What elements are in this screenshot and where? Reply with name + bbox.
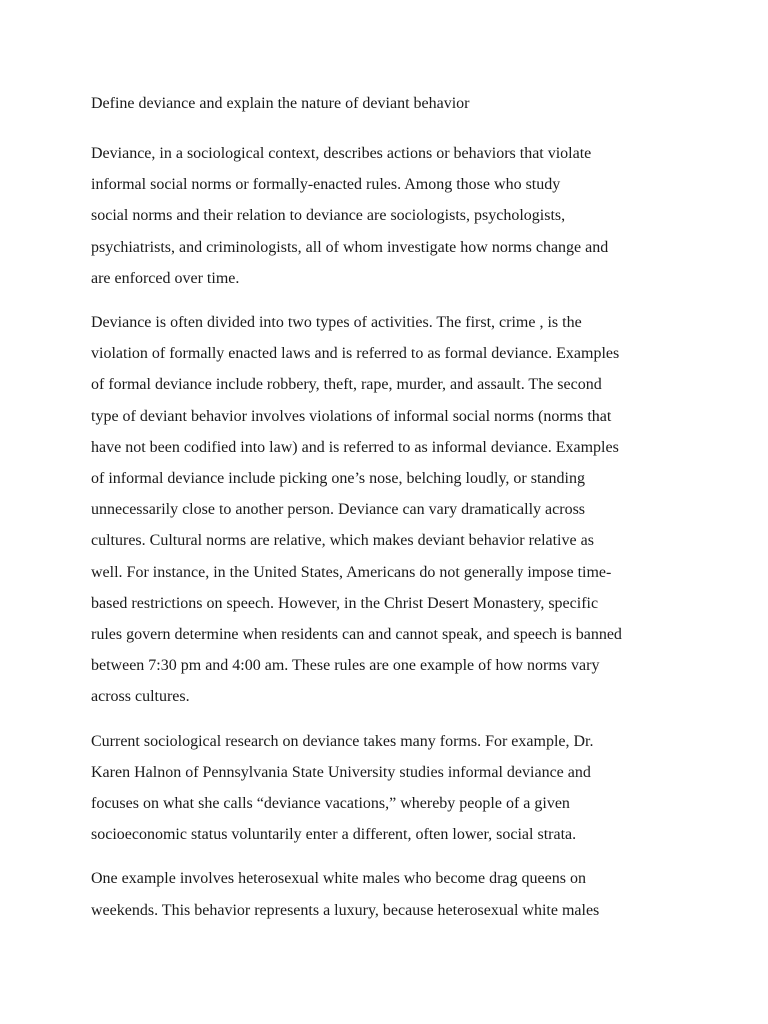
text-line: focuses on what she calls “deviance vacations,” whereby people of a given	[91, 795, 570, 813]
text-line: cultures. Cultural norms are relative, which makes deviant behavior relative as	[91, 532, 594, 550]
paragraph-example	[91, 863, 681, 925]
text-line: weekends. This behavior represents a luxury, because heterosexual white males	[91, 901, 600, 919]
text-line: psychiatrists, and criminologists, all of whom investigate how norms change and	[91, 238, 609, 256]
text-line: violation of formally enacted laws and is referred to as formal deviance. Examples	[91, 345, 620, 363]
text-line: rules govern determine when residents can and cannot speak, and speech is banned	[91, 626, 622, 644]
text-line: across cultures.	[91, 688, 190, 706]
paragraph-deviance-types	[91, 307, 681, 713]
text-line: Current sociological research on deviance takes many forms. For example, Dr.	[91, 732, 594, 750]
text-line: between 7:30 pm and 4:00 am. These rules are one example of how norms vary	[91, 657, 600, 675]
text-line: socioeconomic status voluntarily enter a different, often lower, social strata.	[91, 826, 577, 844]
text-line: unnecessarily close to another person. Deviance can vary dramatically across	[91, 501, 586, 519]
text-line: informal social norms or formally-enacted rules. Among those who study	[91, 176, 561, 194]
text-line: type of deviant behavior involves violations of informal social norms (norms that	[91, 407, 612, 425]
text-line: well. For instance, in the United States, Americans do not generally impose time-	[91, 563, 612, 581]
document-body	[91, 93, 681, 939]
text-line: based restrictions on speech. However, in the Christ Desert Monastery, specific	[91, 594, 599, 612]
document-heading: Define deviance and explain the nature of deviant behavior	[91, 95, 470, 112]
text-line: of informal deviance include picking one’s nose, belching loudly, or standing	[91, 470, 585, 488]
text-line: Deviance is often divided into two types of activities. The first, crime , is the	[91, 314, 582, 332]
text-line: Karen Halnon of Pennsylvania State University studies informal deviance and	[91, 763, 591, 781]
text-line: have not been codified into law) and is referred to as informal deviance. Examples	[91, 438, 619, 456]
text-line: of formal deviance include robbery, theft, rape, murder, and assault. The second	[91, 376, 602, 394]
text-line: Deviance, in a sociological context, describes actions or behaviors that violate	[91, 145, 592, 162]
text-line: social norms and their relation to deviance are sociologists, psychologists,	[91, 207, 566, 225]
text-line: One example involves heterosexual white males who become drag queens on	[91, 870, 586, 888]
paragraph-current-research	[91, 726, 681, 851]
text-line: are enforced over time.	[91, 269, 240, 287]
paragraph-deviance-definition	[91, 138, 681, 294]
